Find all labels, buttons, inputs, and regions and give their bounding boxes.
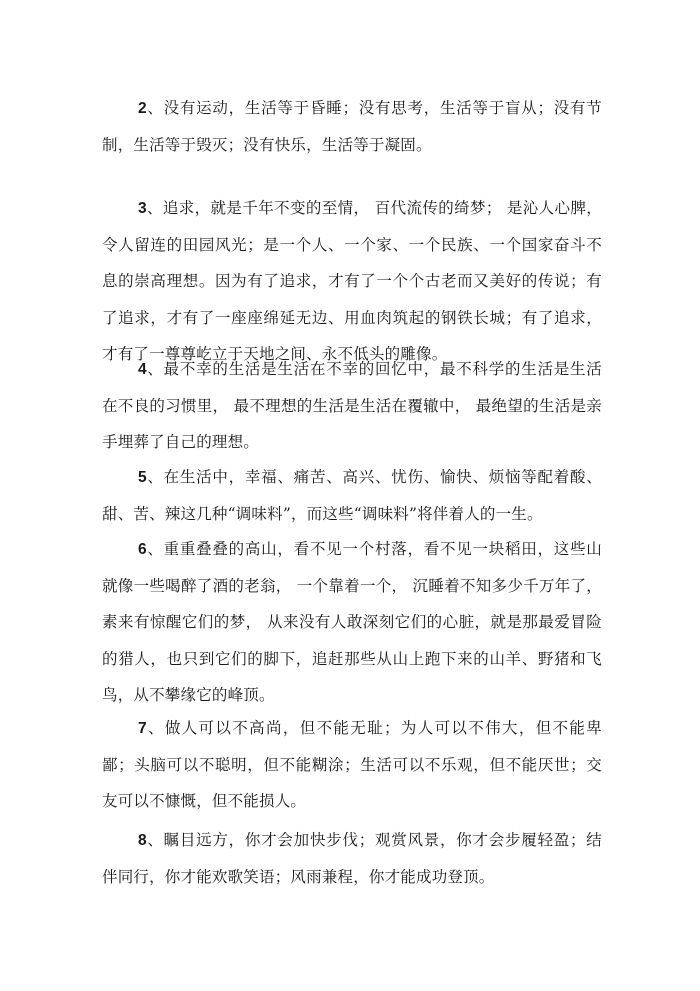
paragraph-3 [102, 190, 602, 372]
paragraph-text: 、追求，就是千年不变的至情， 百代流传的绮梦； 是沁人心脾，令人留连的田园风光；是一个人、一个家、一个民族、一个国家奋斗不息的崇高理想。因为有了追求，才有了一个个古老而又美好的传说；有了追求，才有了一座座绵延无边、用血肉筑起的钢铁长城；有了追求，才有了一尊尊屹立于天地之间、永不低头的雕像。 [102, 199, 602, 363]
paragraph-number: 8 [138, 832, 147, 849]
paragraph-text: 、瞩目远方，你才会加快步伐；观赏风景，你才会步履轻盈；结伴同行，你才能欢歌笑语；风雨兼程，你才能成功登顶。 [102, 831, 602, 887]
paragraph-5 [102, 459, 602, 532]
paragraph-2 [102, 90, 602, 163]
paragraph-text: 、没有运动，生活等于昏睡；没有思考，生活等于盲从；没有节制，生活等于毁灭；没有快乐，生活等于凝固。 [102, 99, 602, 155]
paragraph-number: 2 [138, 100, 147, 117]
paragraph-7 [102, 710, 602, 820]
paragraph-number: 4 [138, 361, 147, 378]
paragraph-text: 、最不幸的生活是生活在不幸的回忆中，最不科学的生活是生活在不良的习惯里， 最不理想的生活是生活在覆辙中， 最绝望的生活是亲手埋葬了自己的理想。 [102, 360, 602, 452]
paragraph-number: 3 [138, 200, 147, 217]
paragraph-number: 5 [138, 469, 147, 486]
paragraph-number: 7 [138, 720, 147, 737]
paragraph-6 [102, 531, 602, 713]
paragraph-text: 、做人可以不高尚，但不能无耻；为人可以不伟大，但不能卑鄙；头脑可以不聪明，但不能糊涂；生活可以不乐观，但不能厌世；交友可以不慷慨，但不能损人。 [102, 719, 602, 811]
paragraph-text: 、重重叠叠的高山，看不见一个村落，看不见一块稻田，这些山就像一些喝醉了酒的老翁， 一个靠着一个， 沉睡着不知多少千万年了，素来有惊醒它们的梦， 从来没有人敢深刻它们的心脏，就是那最爱冒险的猎人，也只到它们的脚下，追赶那些从山上跑下来的山羊、野猪和飞鸟，从不攀缘它的峰顶。 [102, 540, 602, 704]
paragraph-4 [102, 351, 602, 461]
paragraph-8 [102, 822, 602, 895]
paragraph-number: 6 [138, 541, 147, 558]
paragraph-text: 、在生活中，幸福、痛苦、高兴、忧伤、愉快、烦恼等配着酸、甜、苦、辣这几种“调味料”，而这些“调味料”将伴着人的一生。 [102, 468, 602, 524]
